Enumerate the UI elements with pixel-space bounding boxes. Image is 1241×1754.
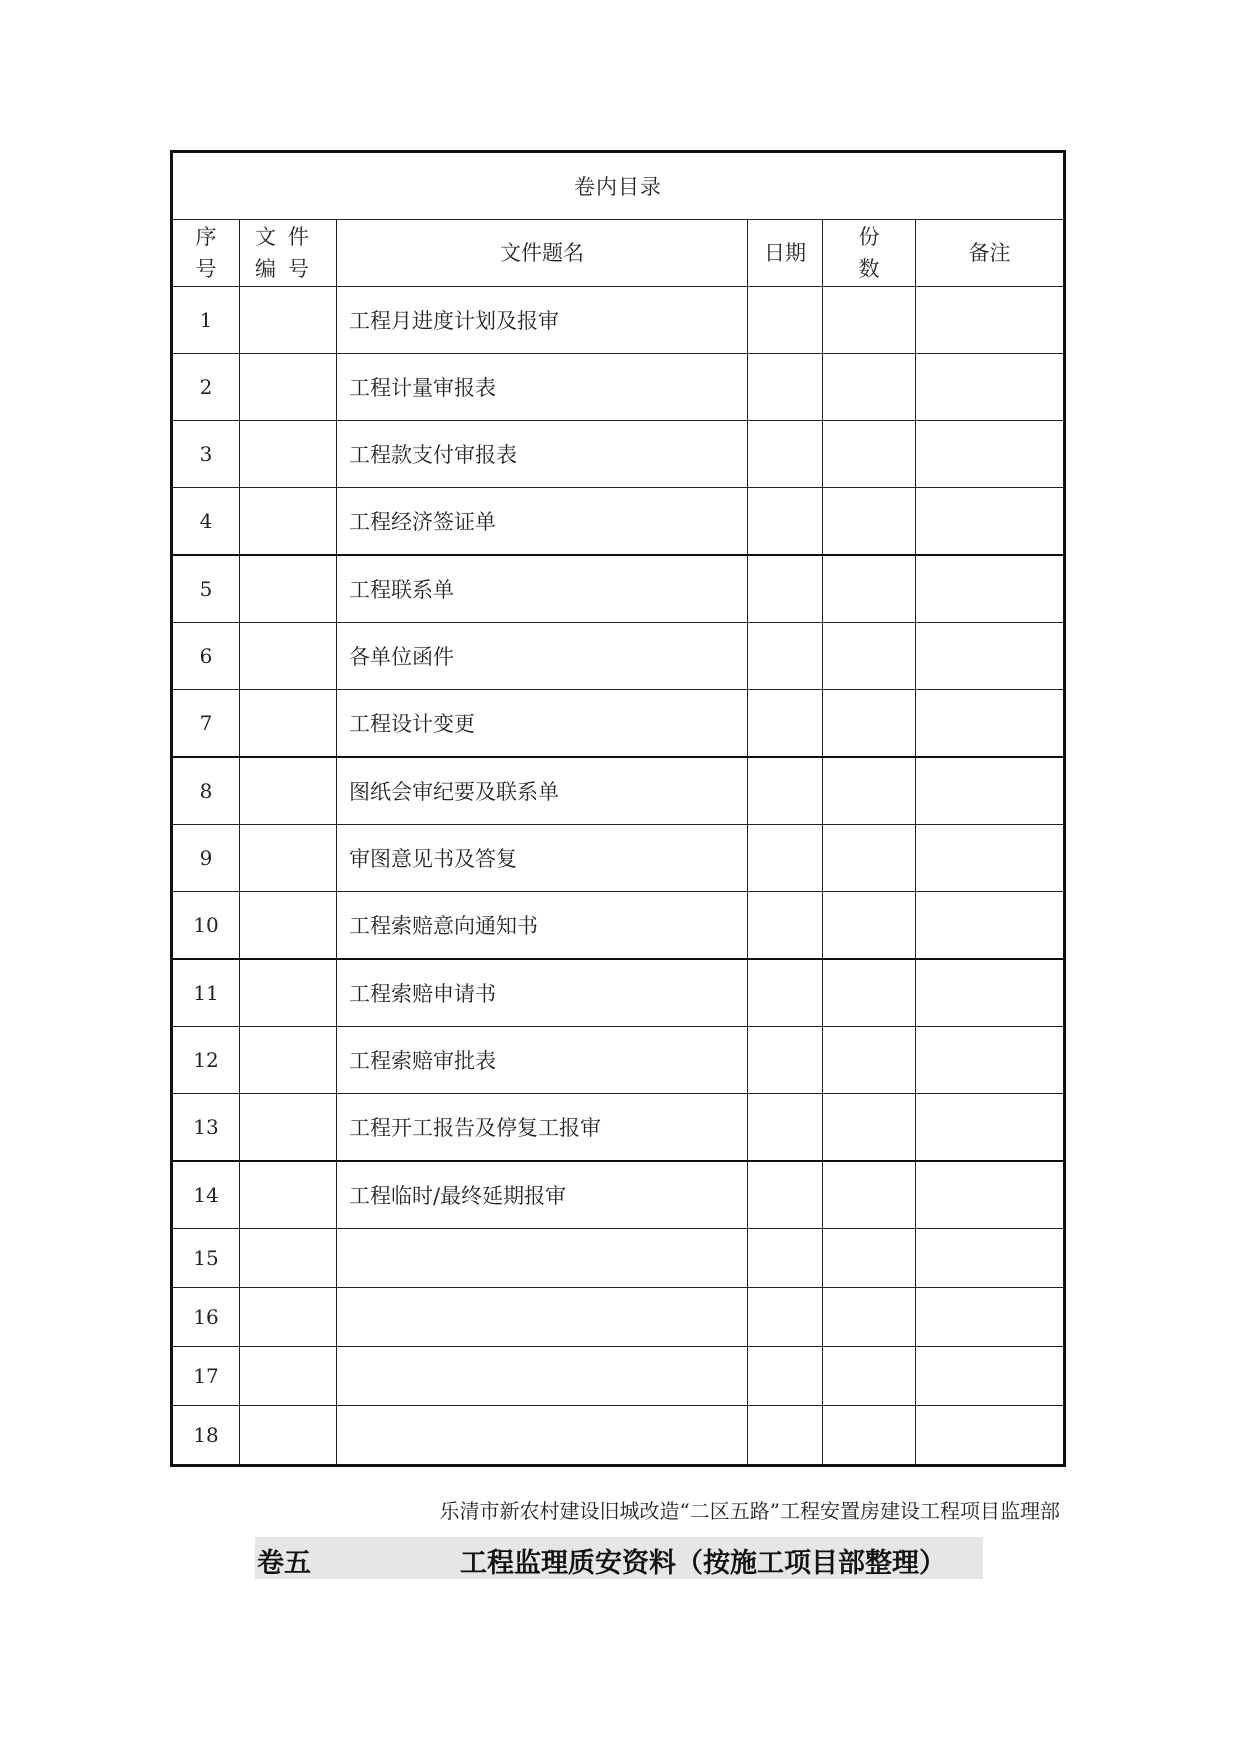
row-copies — [823, 287, 916, 354]
row-copies — [823, 1027, 916, 1094]
row-remarks — [916, 421, 1065, 488]
table-row — [172, 1288, 1065, 1347]
row-remarks — [916, 1288, 1065, 1347]
header-doc-title: 文件题名 — [337, 220, 748, 287]
row-copies — [823, 757, 916, 825]
row-date — [748, 825, 823, 892]
row-remarks — [916, 555, 1065, 623]
row-remarks — [916, 623, 1065, 690]
row-copies — [823, 354, 916, 421]
row-number: 4 — [172, 488, 240, 556]
row-doc-no — [240, 1094, 337, 1162]
row-copies — [823, 488, 916, 556]
row-remarks — [916, 1406, 1065, 1466]
row-date — [748, 354, 823, 421]
table-row — [172, 287, 1065, 354]
header-doc-no-line1: 文件 — [255, 225, 321, 249]
table-row — [172, 1406, 1065, 1466]
row-doc-title: 工程经济签证单 — [337, 488, 748, 556]
header-remarks: 备注 — [916, 220, 1065, 287]
row-date — [748, 690, 823, 758]
row-doc-no — [240, 421, 337, 488]
row-doc-title — [337, 1406, 748, 1466]
row-remarks — [916, 757, 1065, 825]
row-doc-no — [240, 1288, 337, 1347]
row-copies — [823, 421, 916, 488]
header-copies — [823, 220, 916, 287]
row-date — [748, 1288, 823, 1347]
table-row — [172, 1027, 1065, 1094]
row-doc-no — [240, 1161, 337, 1229]
table-row — [172, 1094, 1065, 1162]
row-number: 6 — [172, 623, 240, 690]
table-row — [172, 555, 1065, 623]
row-remarks — [916, 287, 1065, 354]
row-doc-title: 工程设计变更 — [337, 690, 748, 758]
row-number: 10 — [172, 892, 240, 960]
row-doc-title: 工程款支付审报表 — [337, 421, 748, 488]
row-doc-no — [240, 287, 337, 354]
row-copies — [823, 623, 916, 690]
row-copies — [823, 892, 916, 960]
row-doc-no — [240, 623, 337, 690]
row-date — [748, 1094, 823, 1162]
row-doc-no — [240, 825, 337, 892]
table-row — [172, 421, 1065, 488]
row-number: 16 — [172, 1288, 240, 1347]
row-copies — [823, 1288, 916, 1347]
row-doc-title: 工程月进度计划及报审 — [337, 287, 748, 354]
row-number: 13 — [172, 1094, 240, 1162]
header-doc-no-line2: 编号 — [255, 257, 321, 281]
row-copies — [823, 1094, 916, 1162]
row-remarks — [916, 1229, 1065, 1288]
row-doc-title: 工程联系单 — [337, 555, 748, 623]
table-row — [172, 1229, 1065, 1288]
row-date — [748, 488, 823, 556]
row-number: 11 — [172, 959, 240, 1027]
row-copies — [823, 1406, 916, 1466]
row-date — [748, 287, 823, 354]
row-number: 12 — [172, 1027, 240, 1094]
row-doc-no — [240, 354, 337, 421]
table-row — [172, 757, 1065, 825]
row-remarks — [916, 488, 1065, 556]
row-number: 3 — [172, 421, 240, 488]
row-doc-no — [240, 690, 337, 758]
row-date — [748, 1027, 823, 1094]
table-row — [172, 488, 1065, 556]
table-row — [172, 892, 1065, 960]
row-doc-title: 工程临时/最终延期报审 — [337, 1161, 748, 1229]
row-remarks — [916, 354, 1065, 421]
table-of-contents — [170, 150, 1066, 1467]
volume-number: 卷五 — [257, 1548, 311, 1579]
row-doc-title: 各单位函件 — [337, 623, 748, 690]
header-date: 日期 — [748, 220, 823, 287]
row-remarks — [916, 892, 1065, 960]
row-doc-no — [240, 1229, 337, 1288]
header-seq — [172, 220, 240, 287]
row-number: 14 — [172, 1161, 240, 1229]
row-remarks — [916, 959, 1065, 1027]
footer-organization: 乐清市新农村建设旧城改造“二区五路”工程安置房建设工程项目监理部 — [439, 1499, 1060, 1523]
row-number: 8 — [172, 757, 240, 825]
row-number: 17 — [172, 1347, 240, 1406]
row-doc-no — [240, 892, 337, 960]
row-number: 1 — [172, 287, 240, 354]
header-seq-line2: 号 — [195, 257, 217, 281]
row-doc-no — [240, 1027, 337, 1094]
row-doc-no — [240, 488, 337, 556]
row-doc-title — [337, 1288, 748, 1347]
row-number: 15 — [172, 1229, 240, 1288]
table-title: 卷内目录 — [172, 152, 1065, 220]
row-date — [748, 757, 823, 825]
header-doc-no — [240, 220, 337, 287]
row-doc-title: 图纸会审纪要及联系单 — [337, 757, 748, 825]
row-remarks — [916, 1347, 1065, 1406]
table-row — [172, 1161, 1065, 1229]
row-copies — [823, 959, 916, 1027]
row-doc-title: 工程索赔审批表 — [337, 1027, 748, 1094]
table-row — [172, 623, 1065, 690]
table-row — [172, 1347, 1065, 1406]
row-remarks — [916, 825, 1065, 892]
row-doc-title: 工程开工报告及停复工报审 — [337, 1094, 748, 1162]
row-date — [748, 1347, 823, 1406]
row-doc-no — [240, 757, 337, 825]
row-date — [748, 959, 823, 1027]
row-date — [748, 623, 823, 690]
row-copies — [823, 1347, 916, 1406]
table-body — [172, 287, 1065, 1466]
row-remarks — [916, 1027, 1065, 1094]
row-date — [748, 1406, 823, 1466]
row-date — [748, 421, 823, 488]
row-doc-no — [240, 555, 337, 623]
row-doc-no — [240, 1347, 337, 1406]
row-doc-title — [337, 1229, 748, 1288]
row-number: 2 — [172, 354, 240, 421]
row-date — [748, 1161, 823, 1229]
row-remarks — [916, 1094, 1065, 1162]
row-remarks — [916, 690, 1065, 758]
row-copies — [823, 1229, 916, 1288]
row-doc-title: 审图意见书及答复 — [337, 825, 748, 892]
volume-title: 工程监理质安资料（按施工项目部整理） — [460, 1548, 946, 1579]
row-doc-title: 工程计量审报表 — [337, 354, 748, 421]
header-copies-line1: 份 — [858, 225, 880, 249]
table-row — [172, 959, 1065, 1027]
row-doc-title — [337, 1347, 748, 1406]
row-number: 5 — [172, 555, 240, 623]
row-date — [748, 555, 823, 623]
table-row — [172, 825, 1065, 892]
row-doc-title: 工程索赔意向通知书 — [337, 892, 748, 960]
row-number: 18 — [172, 1406, 240, 1466]
row-date — [748, 892, 823, 960]
row-remarks — [916, 1161, 1065, 1229]
table-row — [172, 354, 1065, 421]
row-date — [748, 1229, 823, 1288]
row-copies — [823, 555, 916, 623]
row-doc-no — [240, 959, 337, 1027]
row-number: 9 — [172, 825, 240, 892]
row-number: 7 — [172, 690, 240, 758]
row-copies — [823, 690, 916, 758]
header-seq-line1: 序 — [195, 225, 217, 249]
table-row — [172, 690, 1065, 758]
header-copies-line2: 数 — [858, 257, 880, 281]
volume-heading — [255, 1537, 983, 1579]
row-copies — [823, 825, 916, 892]
row-doc-title: 工程索赔申请书 — [337, 959, 748, 1027]
row-copies — [823, 1161, 916, 1229]
row-doc-no — [240, 1406, 337, 1466]
